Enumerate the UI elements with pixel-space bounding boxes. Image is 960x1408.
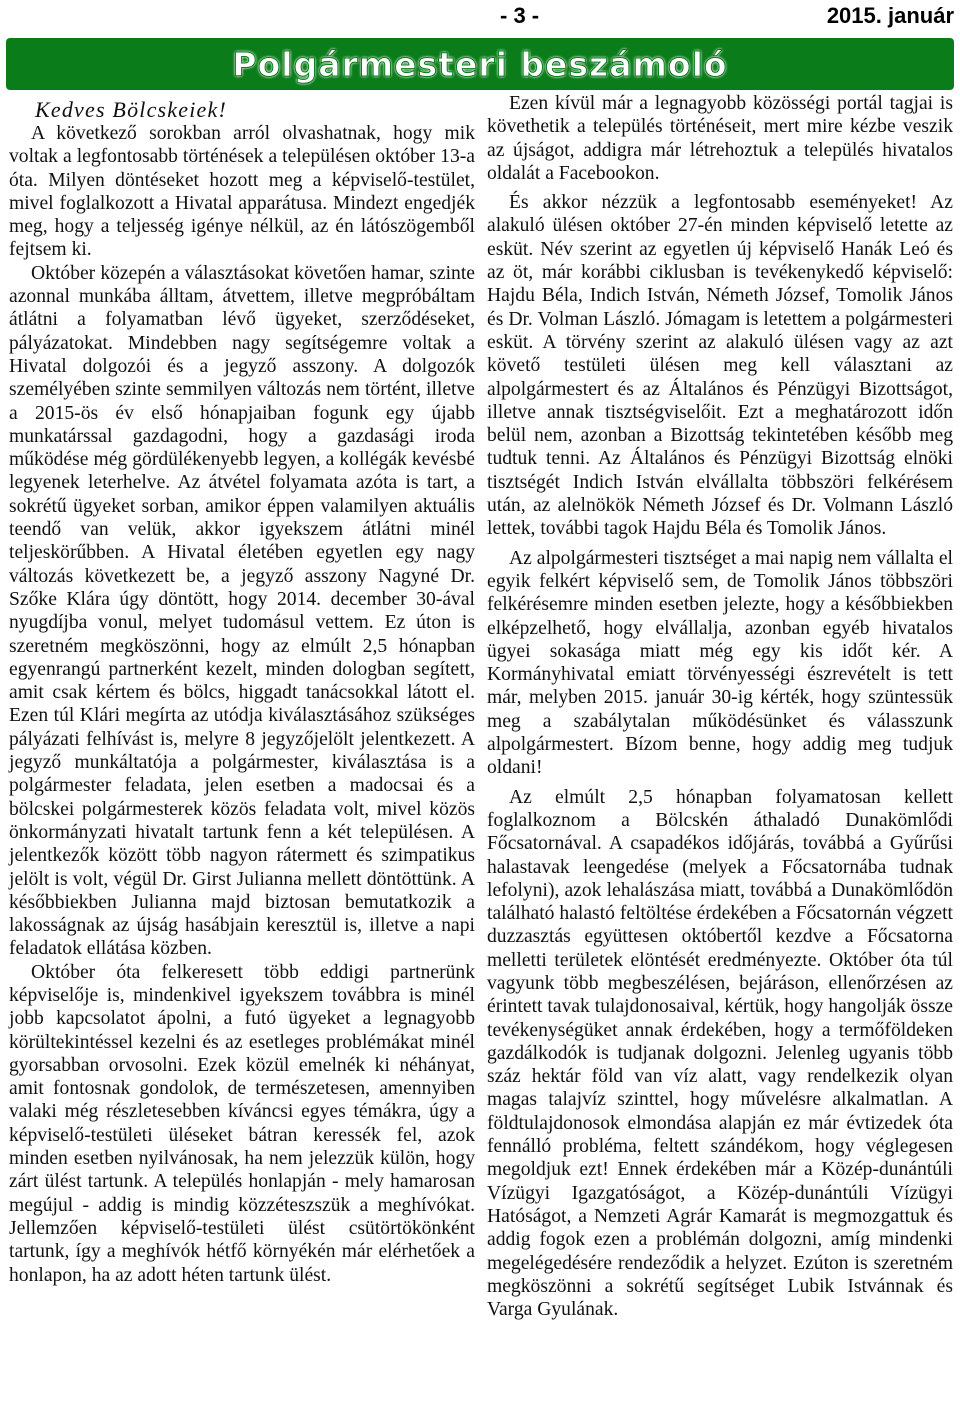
paragraph: Az alpolgármesteri tisztséget a mai napig nem vállalta el egyik felkért képviselő sem, de Tomolik János többszöri felkérésemre minden esetben jelezte, hogy a későbbiekben elképzelhető, hogy elvállalja, azonban egyéb hivatalos ügyei sokasága miatt még egy kis időt kér. A Kormányhivatal emiatt törvényességi észrevételt is tett már, melyben 2015. január 30-ig kérték, hogy szüntessük meg a szabálytalan működésünket és válasszunk alpolgármestert. Bízom benne, hogy addig meg tudjuk oldani! [487,547,953,779]
right-column [487,92,953,1321]
paragraph: Október közepén a választásokat követően hamar, szinte azonnal munkába álltam, átvettem, illetve megpróbáltam átlátni a folyamatban lévő ügyeket, szerződéseket, pályázatokat. Mindebben nagy segítségemre voltak a Hivatal dolgozói és a jegyző asszony. A dolgozók személyében szinte semmilyen változás nem történt, illetve a 2015-ös év első hónapjaiban fogunk egy újabb munkatárssal gazdagodni, hogy a gazdasági iroda működése még gördülékenyebb legyen, a kollégák kevésbé legyenek leterhelve. Az átvétel folyamata azóta is tart, a sokrétű ügyeket sorban, amikor éppen valamilyen aktuális teendő van velük, akkor igyekszem átlátni minél teljeskörűbben. A Hivatal életében egyetlen egy nagy változás következett be, a jegyző asszony Nagyné Dr. Szőke Klára úgy döntött, hogy 2014. december 30-ával nyugdíjba vonul, melyet tudomásul vettem. Ez úton is szeretném megköszönni, hogy az elmúlt 2,5 hónapban egyenrangú partnerként kezelt, minden dologban segített, amit csak kértem és bölcs, higgadt tanácsokkal látott el. Ezen túl Klári megírta az utódja kiválasztásához szükséges pályázati felhívást is, melyre 8 jegyzőjelölt jelentkezett. A jegyző munkáltatója a polgármester, kiválasztása is a polgármester feladata, jelen esetben a madocsai és a bölcskei polgármesterek közös feladata volt, mivel közös önkormányzati hivatalt tartunk fenn a két településen. A jelentkezők között több nagyon rátermett és szimpatikus jelölt is volt, végül Dr. Girst Julianna mellett döntöttünk. A későbbiekben Julianna majd biztosan bemutatkozik a lakosságnak az újság hasábjain keresztül is, illetve a napi feladatok ellátása közben. [9,262,475,960]
paragraph: És akkor nézzük a legfontosabb eseményeket! Az alakuló ülésen október 27-én minden képviselő letette az esküt. Név szerint az egyetlen új képviselő Hanák Leó és az öt, már korábbi ciklusban is tevékenykedő képviselő: Hajdu Béla, Indich István, Németh József, Tomolik János és Dr. Volman László. Jómagam is letettem a polgármesteri esküt. A törvény szerint az alakuló ülésen vagy az azt követő testületi ülésen meg kell választani az alpolgármestert és az Általános és Pénzügyi Bizottságot, illetve annak tisztségviselőit. Ezt a meghatározott időn belül nem, azonban a Bizottság tekintetében később meg tudtuk tenni. Az Általános és Pénzügyi Bizottság elnöki tisztségét Indich István elvállalta többszöri felkérésem után, az alelnökök Németh József és Dr. Volmann László lettek, további tagok Hajdu Béla és Tomolik János. [487,192,953,540]
paragraph: Október óta felkeresett több eddigi partnerünk képviselője is, mindenkivel igyekszem továbbra is minél jobb kapcsolatot ápolni, a futó ügyeket a legnagyobb körültekintéssel kezelni és az esetleges problémákat minél gyorsabban orvosolni. Ezek közül emelnék ki néhányat, amit fontosnak gondolok, de természetesen, amennyiben valaki még részletesebben kíváncsi egyes témákra, úgy a képviselő-testületi üléseket bátran keressék fel, azok minden esetben nyilvánosak, ha nem jelezzük külön, hogy zárt ülést tartunk. A település honlapján - mely hamarosan megújul - addig is mindig közzéteszszük a meghívókat. Jellemzően képviselő-testületi ülést csütörtökönként tartunk, így a meghívók hétfő környékén már elérhetőek a honlapon, ha az adott héten tartunk ülést. [9,961,475,1286]
left-column [9,92,475,1287]
page-number: - 3 - [500,3,540,28]
page-header [500,3,954,33]
paragraph: A következő sorokban arról olvashatnak, hogy mik voltak a legfontosabb történések a településen október 13-a óta. Milyen döntéseket hozott meg a képviselő-testület, mivel foglalkozott a Hivatal apparátusa. Mindezt engedjék meg, hogy a teljesség igénye nélkül, az én látószögemből fejtsem ki. [9,123,475,261]
paragraph: Az elmúlt 2,5 hónapban folyamatosan kellett foglalkoznom a Bölcskén áthaladó Dunakömlődi Főcsatornával. A csapadékos időjárás, továbbá a Gyűrűsi halastavak leengedése (melyek a Főcsatornába tudnak lefolyni), azok lehalászása miatt, továbbá a Dunakömlődön található halastó feltöltése érdekében a Főcsatornán végzett duzzasztás együttesen októbertől kezdve a Főcsatorna melletti területek elöntését eredményezte. Október óta túl vagyunk több megbeszélésen, bejáráson, ellenőrzésen az érintett tavak tulajdonosaival, kértük, hogy hangolják össze tevékenységüket annak érdekében, hogy a termőföldeken gazdálkodók is tudjanak dolgozni. Jelenleg ugyanis több száz hektár föld van víz alatt, vagy rendelkezik olyan magas talajvíz szinttel, hogy művelésre alkalmatlan. A földtulajdonosok elmondása alapján ez már évtizedek óta fennálló probléma, feltett szándékom, hogy véglegesen megoldjuk ezt! Ennek érdekében már a Közép-dunántúli Vízügyi Igazgatóságot, a Közép-dunántúli Vízügyi Hatóságot, a Nemzeti Agrár Kamarát is megmozgattuk és addig fogok ezen a problémán dolgozni, amíg mindenki megelégedésére rendeződik a helyzet. Ezúton is szeretném megköszönni a sokrétű segítséget Lubik Istvánnak és Varga Gyulának. [487,786,953,1321]
section-banner [6,38,954,90]
paragraph: Ezen kívül már a legnagyobb közösségi portál tagjai is követhetik a település történéseit, mert mire kézbe veszik az újságot, addigra már létrehoztuk a település hivatalos oldalát a Facebookon. [487,93,953,184]
section-title: Polgármesteri beszámoló [232,44,728,84]
issue-date: 2015. január [826,3,954,28]
salutation: Kedves Bölcskeiek! [35,97,228,122]
